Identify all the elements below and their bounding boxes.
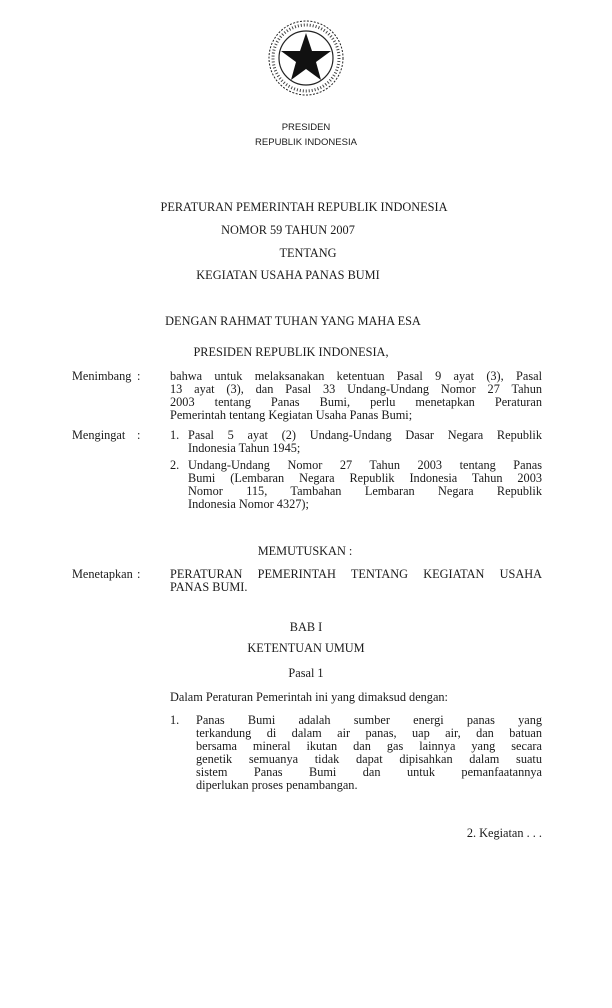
chapter-title: KETENTUAN UMUM (247, 641, 365, 655)
menimbang-label: Menimbang (72, 369, 132, 383)
article-intro: Dalam Peraturan Pemerintah ini yang dimaksud dengan: (170, 690, 448, 704)
text-line: terkandung di dalam air panas, uap air, dan batuan (196, 726, 542, 740)
text-line: Bumi (Lembaran Negara Republik Indonesia Tahun 2003 (188, 471, 542, 485)
text-line: genetik semuanya tidak dapat dipisahkan dalam suatu (196, 752, 542, 766)
menetapkan-label: Menetapkan (72, 567, 133, 581)
header-president: PRESIDEN (281, 122, 331, 133)
text-line: Nomor 115, Tambahan Lembaran Negara Republik (188, 484, 542, 498)
title-regulation: PERATURAN PEMERINTAH REPUBLIK INDONESIA (160, 200, 448, 214)
mengingat-label: Mengingat (72, 428, 126, 442)
item-number: 1. (170, 428, 180, 442)
continuation-marker: 2. Kegiatan . . . (466, 826, 542, 840)
emblem (266, 18, 346, 98)
star-emblem-icon (266, 18, 346, 98)
text-line: bahwa untuk melaksanakan ketentuan Pasal 9 ayat (3), Pasal (170, 369, 542, 383)
text-line: PANAS BUMI. (170, 580, 248, 594)
header-republic: REPUBLIK INDONESIA (255, 137, 357, 148)
text-line: Indonesia Nomor 4327); (188, 497, 309, 511)
text-line: Undang-Undang Nomor 27 Tahun 2003 tentang Panas (188, 458, 542, 472)
text-line: sistem Panas Bumi dan untuk pemanfaatannya (196, 765, 542, 779)
item-number: 1. (170, 713, 180, 727)
text-line: diperlukan proses penambangan. (196, 778, 358, 792)
colon: : (137, 567, 141, 581)
preamble-president: PRESIDEN REPUBLIK INDONESIA, (193, 345, 389, 359)
text-line: Pasal 5 ayat (2) Undang-Undang Dasar Negara Republik (188, 428, 542, 442)
title-number: NOMOR 59 TAHUN 2007 (221, 223, 355, 237)
article-heading: Pasal 1 (288, 666, 324, 680)
colon: : (137, 369, 141, 383)
colon: : (137, 428, 141, 442)
text-line: 13 ayat (3), dan Pasal 33 Undang-Undang Nomor 27 Tahun (170, 382, 542, 396)
chapter-number: BAB I (289, 620, 323, 634)
title-subject: KEGIATAN USAHA PANAS BUMI (196, 268, 380, 282)
text-line: Indonesia Tahun 1945; (188, 441, 301, 455)
item-number: 2. (170, 458, 180, 472)
text-line: bersama mineral ikutan dan gas lainnya yang secara (196, 739, 542, 753)
text-line: PERATURAN PEMERINTAH TENTANG KEGIATAN USAHA (170, 567, 542, 581)
memutuskan-heading: MEMUTUSKAN : (257, 544, 353, 558)
text-line: Pemerintah tentang Kegiatan Usaha Panas Bumi; (170, 408, 413, 422)
title-about: TENTANG (279, 246, 337, 260)
text-line: 2003 tentang Panas Bumi, perlu menetapkan Peraturan (170, 395, 542, 409)
text-line: Panas Bumi adalah sumber energi panas yang (196, 713, 542, 727)
preamble-grace: DENGAN RAHMAT TUHAN YANG MAHA ESA (165, 314, 421, 328)
